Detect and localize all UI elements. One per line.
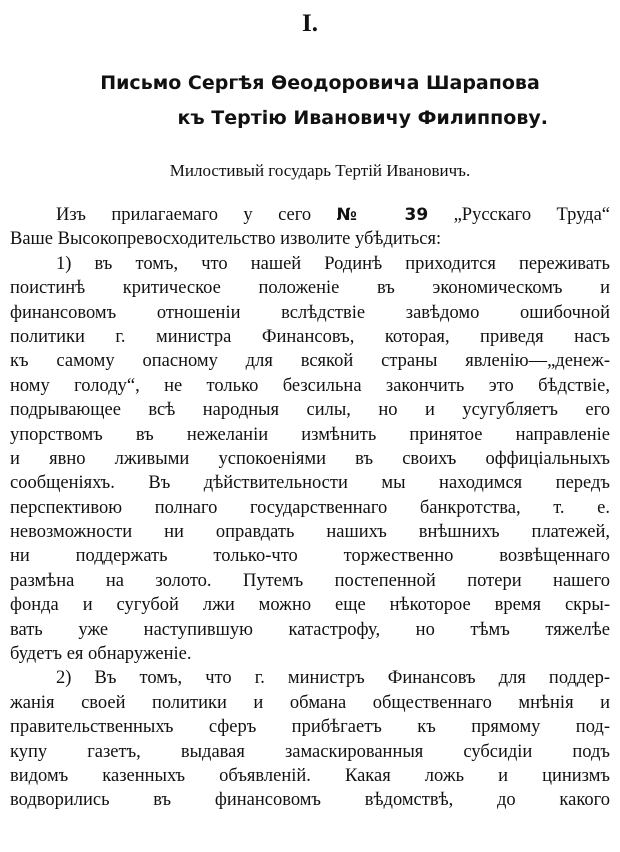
body-line: политики г. министра Финансовъ, которая, приведя насъ: [10, 326, 610, 347]
body-line: водворились въ финансовомъ вѣдомствѣ, до какого: [10, 790, 610, 811]
body-line: будетъ ея обнаруженіе.: [10, 644, 192, 665]
letter-title-line-2: къ Тертію Ивановичу Филиппову.: [177, 107, 548, 129]
body-line: фонда и сугубой лжи можно еще нѣкоторое время скры-: [10, 595, 610, 616]
body-line: Ваше Высокопревосходительство изволите убѣдиться:: [10, 229, 442, 250]
salutation: Милостивый государь Тертій Ивановичъ.: [169, 161, 471, 180]
body-line: поистинѣ критическое положеніе въ экономическомъ и: [10, 278, 610, 299]
letter-title-line-1: Письмо Сергѣя Ѳеодоровича Шарапова: [100, 72, 540, 94]
body-line: купу газетъ, выдавая замаскированныя субсидіи подъ: [10, 741, 610, 762]
body-line: правительственныхъ сферъ прибѣгаетъ къ прямому под-: [10, 717, 610, 738]
body-line: подрывающее всѣ народныя силы, но и усугубляетъ его: [10, 400, 610, 421]
issue-number: № 39: [336, 205, 429, 225]
body-line: къ самому опасному для всякой страны явленію—„денеж-: [10, 351, 610, 372]
body-line: невозможности ни оправдать нашихъ внѣшнихъ платежей,: [10, 522, 610, 543]
body-line: жанія своей политики и обмана общественнаго мнѣнія и: [10, 692, 610, 713]
body-line: вать уже наступившую катастрофу, но тѣмъ тяжелѣе: [10, 619, 610, 640]
intro-text: Изъ прилагаемаго у сего: [56, 205, 312, 225]
journal-name: „Русскаго Труда“: [453, 205, 611, 225]
body-line: финансовомъ отношеніи вслѣдствіе завѣдомо ошибочной: [10, 302, 610, 323]
body-line: перспективою полнаго государственнаго банкротства, т. е.: [10, 497, 610, 518]
chapter-number: I.: [302, 10, 318, 37]
body-line: упорствомъ въ нежеланіи измѣнить принятое направленіе: [10, 424, 610, 445]
body-line: 2) Въ томъ, что г. министръ Финансовъ для поддер-: [56, 668, 610, 689]
body-line: и явно лживыми успокоеніями въ своихъ оффиціальныхъ: [10, 448, 610, 469]
body-line: ни поддержать только-что торжественно возвѣщеннаго: [10, 546, 610, 567]
body-line: [10, 203, 610, 227]
body-line: сообщеніяхъ. Въ дѣйствительности мы находимся передъ: [10, 473, 610, 494]
body-line: видомъ казенныхъ объявленій. Какая ложь и цинизмъ: [10, 765, 610, 786]
body-line: размѣна на золото. Путемъ постепенной потери нашего: [10, 570, 610, 591]
body-line: 1) въ томъ, что нашей Родинѣ приходится переживать: [56, 253, 610, 274]
body-line: ному голоду“, не только безсильна закончить это бѣдствіе,: [10, 375, 610, 396]
letter-body: [10, 203, 610, 813]
